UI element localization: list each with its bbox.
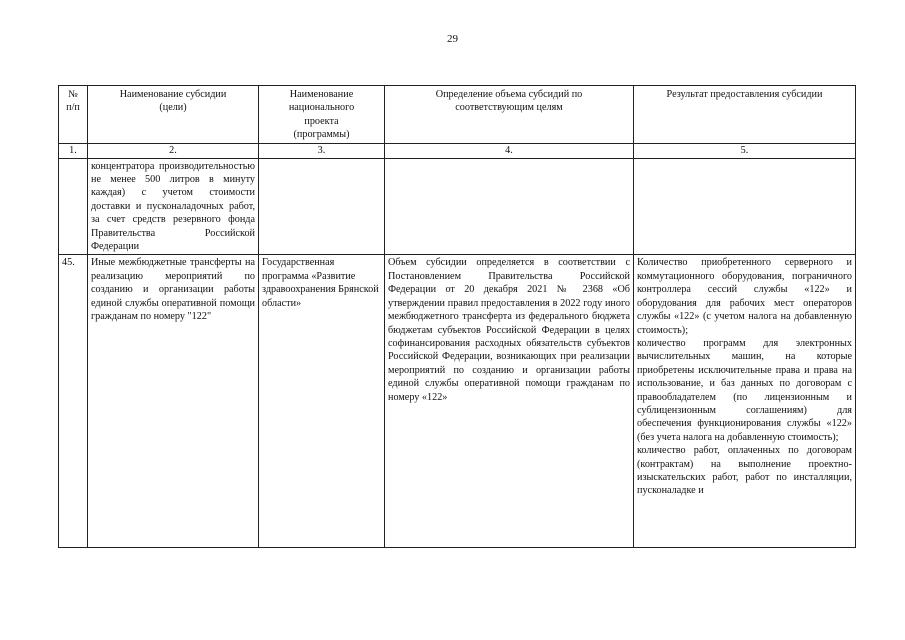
subsidy-table: [58, 85, 856, 548]
result-cell: Количество приобретенного серверного и коммутационного оборудования, пограничного контроллера сессий службы «122» и оборудования для рабочих мест операторов службы «122» (с учетом налога на добавленную стоимость); количество программ для электронных вычислительных машин, на которые приобретены исключительные права и права на использование, и баз данных по договорам с правообладателем (по лицензионным и сублицензионным соглашениям) для обеспечения функционирования службы «122» (без учета налога на добавленную стоимость); количество работ, оплаченных по договорам (контрактам) на выполнение проектно-изыскательских работ, работ по инсталляции, пусконаладке и: [634, 255, 856, 548]
column-number: 2.: [88, 143, 259, 158]
row-number: [59, 158, 88, 255]
header-number: № п/п: [59, 86, 88, 144]
header-volume-definition: Определение объема субсидий по соответствующим целям: [385, 86, 634, 144]
header-national-project: Наименование национального проекта (программы): [259, 86, 385, 144]
column-number: 4.: [385, 143, 634, 158]
column-number: 5.: [634, 143, 856, 158]
volume-cell: Объем субсидии определяется в соответствии с Постановлением Правительства Российской Федерации от 20 декабря 2021 № 2368 «Об утверждении правил предоставления в 2022 году иного межбюджетного трансферта из федерального бюджета бюджетам субъектов Российской Федерации в целях софинансирования расходных обязательств субъектов Российской Федерации, возникающих при реализации мероприятий по созданию и организации работы единой службы оперативной помощи гражданам по номеру «122»: [385, 255, 634, 548]
column-number-row: [59, 143, 856, 158]
project-cell: Государственная программа «Развитие здравоохранения Брянской области»: [259, 255, 385, 548]
project-cell: [259, 158, 385, 255]
row-number: 45.: [59, 255, 88, 548]
subsidy-name-cell: Иные межбюджетные трансферты на реализацию мероприятий по созданию и организации работы единой службы оперативной помощи гражданам по номеру "122": [88, 255, 259, 548]
header-subsidy-name: Наименование субсидии (цели): [88, 86, 259, 144]
table-header-row: [59, 86, 856, 144]
table-row: [59, 158, 856, 255]
header-result: Результат предоставления субсидии: [634, 86, 856, 144]
column-number: 1.: [59, 143, 88, 158]
subsidy-name-cell: концентратора производительностью не менее 500 литров в минуту каждая) с учетом стоимости доставки и пусконаладочных работ, за счет средств резервного фонда Правительства Российской Федерации: [88, 158, 259, 255]
volume-cell: [385, 158, 634, 255]
result-cell: [634, 158, 856, 255]
table-row: [59, 255, 856, 548]
page-number: 29: [447, 33, 458, 45]
column-number: 3.: [259, 143, 385, 158]
